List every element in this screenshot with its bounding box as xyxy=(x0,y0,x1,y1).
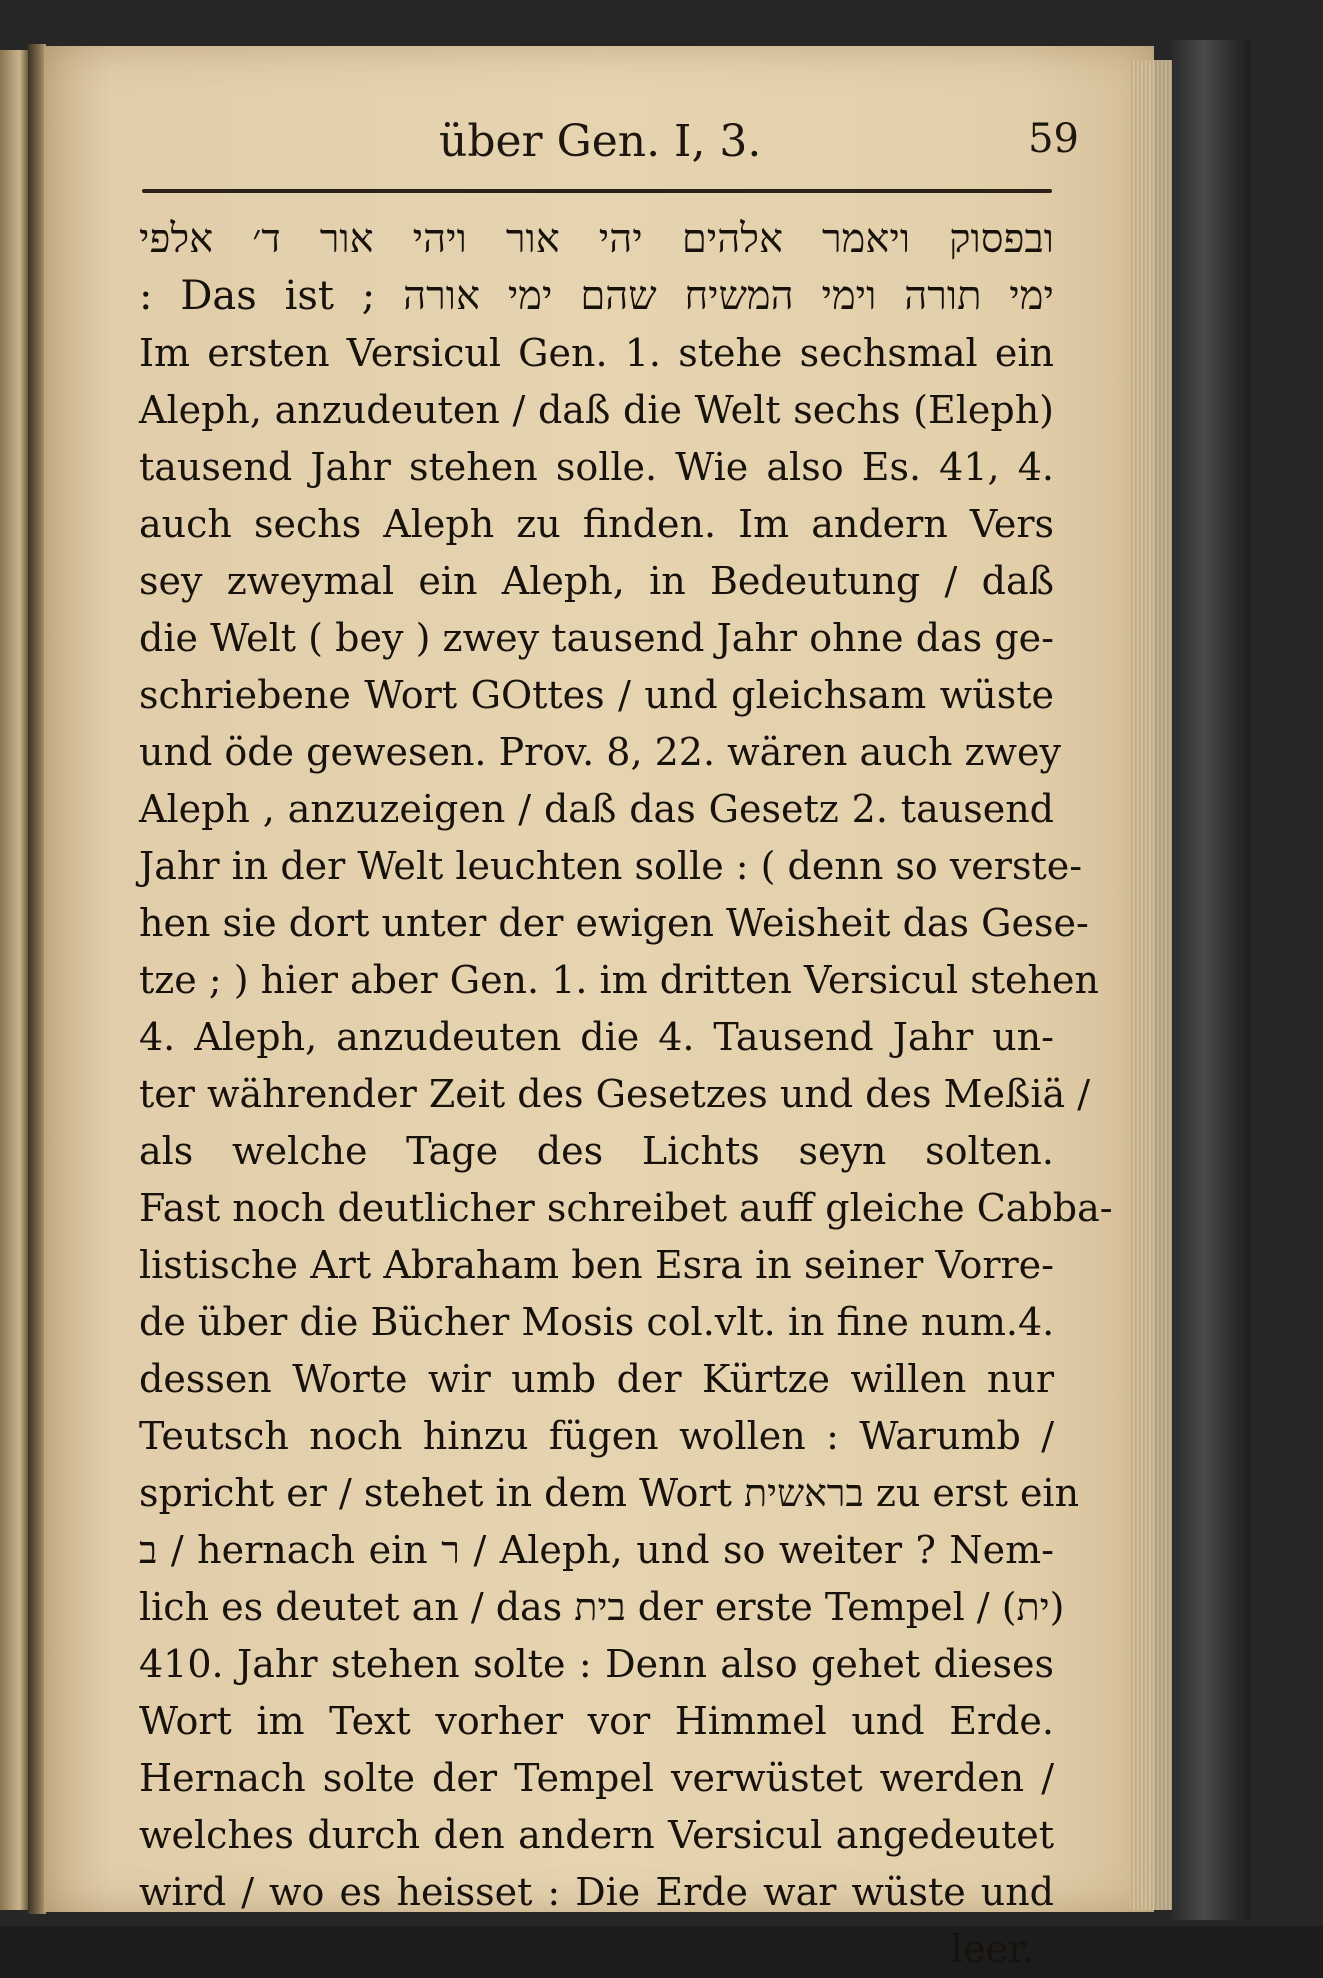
text-line: leer. xyxy=(950,1927,1034,1971)
text-line: dessen Worte wir umb der Kürtze willen nur xyxy=(139,1357,1054,1401)
text-line: als welche Tage des Lichts seyn solten. xyxy=(139,1129,1054,1173)
text-line: Jahr in der Welt leuchten solle : ( denn so verste- xyxy=(139,844,1083,888)
text-line: 4. Aleph, anzudeuten die 4. Tausend Jahr un- xyxy=(139,1015,1054,1059)
header-rule xyxy=(142,189,1052,193)
left-page-edge xyxy=(0,50,28,1910)
text-line: ובפסוק ויאמר אלהים יהי אור ויהי אור ד׳ אלפי xyxy=(139,216,1054,262)
text-line: tausend Jahr stehen solle. Wie also Es. 41, 4. xyxy=(139,445,1054,489)
text-line: tze ; ) hier aber Gen. 1. im dritten Versicul stehen xyxy=(139,958,1099,1002)
book-cover xyxy=(1172,40,1250,1920)
text-line: lich es deutet an / das בית der erste Tempel / (ית) xyxy=(139,1585,1065,1629)
page-header xyxy=(439,116,1079,176)
text-line: Im ersten Versicul Gen. 1. stehe sechsmal ein xyxy=(139,331,1054,375)
text-line: Aleph , anzuzeigen / daß das Gesetz 2. tausend xyxy=(139,787,1054,831)
book-page xyxy=(44,46,1154,1971)
page-edges xyxy=(1130,60,1176,1910)
text-line: Teutsch noch hinzu fügen wollen : Warumb / xyxy=(139,1414,1054,1458)
page-number: 59 xyxy=(1028,116,1079,162)
text-line: ימי תורה וימי המשיח שהם ימי אורה ; Das ist : xyxy=(139,273,1054,319)
text-line: und öde gewesen. Prov. 8, 22. wären auch zwey xyxy=(139,730,1062,774)
body-text xyxy=(139,211,1113,1978)
running-title: über Gen. I, 3. xyxy=(439,116,762,167)
text-line: ter währender Zeit des Gesetzes und des Meßiä / xyxy=(139,1072,1091,1116)
text-line: auch sechs Aleph zu finden. Im andern Vers xyxy=(139,502,1054,546)
text-line: welches durch den andern Versicul angedeutet xyxy=(139,1813,1054,1857)
text-line: Fast noch deutlicher schreibet auff gleiche Cabba- xyxy=(139,1186,1113,1230)
text-line: Wort im Text vorher vor Himmel und Erde. xyxy=(139,1699,1054,1743)
text-line: hen sie dort unter der ewigen Weisheit das Gese- xyxy=(139,901,1089,945)
text-line: wird / wo es heisset : Die Erde war wüste und xyxy=(139,1870,1054,1914)
text-line: die Welt ( bey ) zwey tausend Jahr ohne das ge- xyxy=(139,616,1054,660)
text-line: Aleph, anzudeuten / daß die Welt sechs (Eleph) xyxy=(139,388,1054,432)
text-line: Hernach solte der Tempel verwüstet werden / xyxy=(139,1756,1054,1800)
text-line: 410. Jahr stehen solte : Denn also gehet dieses xyxy=(139,1642,1054,1686)
text-line: spricht er / stehet in dem Wort בראשית zu erst ein xyxy=(139,1471,1080,1515)
text-line: de über die Bücher Mosis col.vlt. in fine num.4. xyxy=(139,1300,1055,1344)
text-line: listische Art Abraham ben Esra in seiner Vorre- xyxy=(139,1243,1054,1287)
text-line: schriebene Wort GOttes / und gleichsam wüste xyxy=(139,673,1054,717)
text-line: sey zweymal ein Aleph, in Bedeutung / daß xyxy=(139,559,1054,603)
text-line: ב / hernach ein ר / Aleph, und so weiter ? Nem- xyxy=(139,1528,1055,1572)
